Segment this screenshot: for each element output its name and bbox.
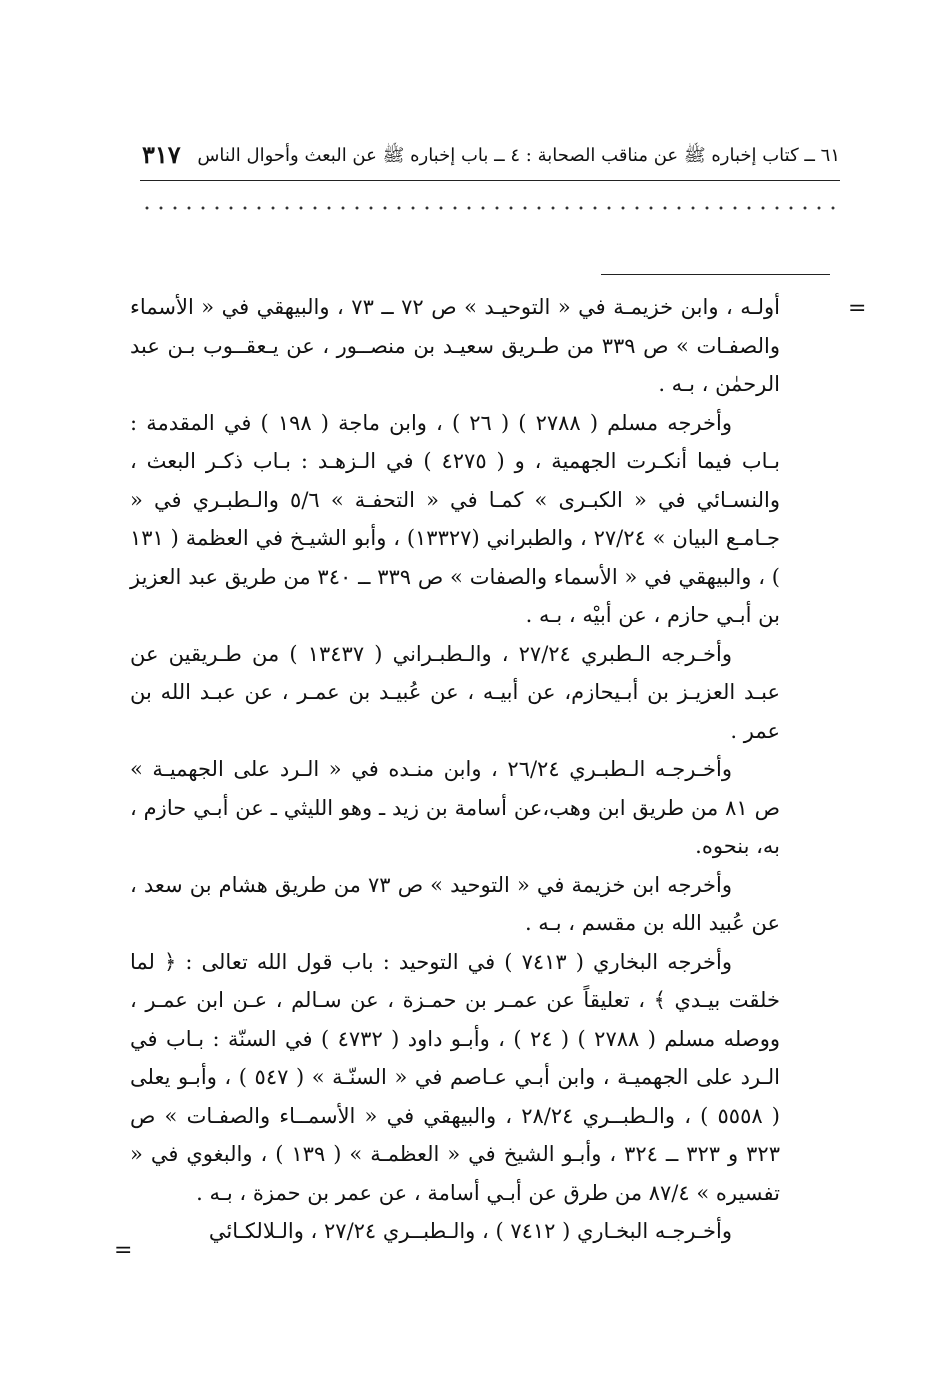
continuation-mark-top: = xyxy=(848,296,867,321)
running-header xyxy=(140,140,840,176)
footnote-paragraph: وأخرجه مسلم ( ٢٧٨٨ ) ( ٢٦ ) ، وابن ماجة ( ١٩٨ ) في المقدمة : بـاب فيما أنكـرت الجهمية ، و ( ٤٢٧٥ ) في الـزهـد : بـاب ذكـر البعث ، والنسـائي في « الكبـرى » كمـا في « التحفـة » ٥/٦ والـطبـري في « جـامـع البيان » ٢٧/٢٤ ، والطبراني (١٣٣٢٧) ، وأبو الشيـخ في العظمة ( ١٣١ ) ، والبيهقي في « الأسماء والصفات » ص ٣٣٩ ــ ٣٤٠ من طريق عبد العزيز بن أبـي حازم ، عن أبيْه ، بـه . xyxy=(130,410,781,627)
footnote-rule xyxy=(601,274,830,275)
page-number: ٣١٧ xyxy=(142,140,181,169)
running-header-title: ٦١ ــ كتاب إخباره ﷺ عن مناقب الصحابة : ٤ ــ باب إخباره ﷺ عن البعث وأحوال الناس xyxy=(197,145,840,166)
footnote-body xyxy=(130,288,780,1251)
continuation-mark-bottom: = xyxy=(114,1238,133,1263)
footnote-paragraph: وأخـرجـه الـطبـري ٢٦/٢٤ ، وابن منـده في « الـرد على الجهميـة » ص ٨١ من طريق ابن وهب،عن أسامة بن زيد ـ وهو الليثي ـ عن أبـي حازم ، به، بنحوه. xyxy=(130,757,780,858)
header-rule xyxy=(140,180,840,181)
dotted-separator xyxy=(140,202,840,214)
footnote-paragraph: أولـه ، وابن خزيمـة في « التوحيـد » ص ٧٢ ــ ٧٣ ، والبيهقي في « الأسماء والصفـات » ص ٣٣٩ من طـريق سعيـد بن منصــور ، عن يـعقــوب بـن عبد الرحمٰن ، بـه . xyxy=(130,295,781,396)
footnote-paragraph: وأخـرجه الـطبري ٢٧/٢٤ ، والـطبـراني ( ١٣٤٣٧ ) من طـريقين عن عبـد العزيـز بن أبـيحازم، عن أبيـه ، عن عُبيـد بن عمـر ، عن عبـد الله بن عمر . xyxy=(130,641,780,743)
footnote-paragraph: وأخـرجـه البخـاري ( ٧٤١٢ ) ، والـطبــري ٢٧/٢٤ ، والـلالكـائي xyxy=(208,1219,732,1243)
footnote-paragraph: وأخرجه البخاري ( ٧٤١٣ ) في التوحيد : باب قول الله تعالى : ﴿ لما خلقت بيـدي ﴾ ، تعليقاً عن عمـر بن حمـزة ، عن سـالم ، عـن ابن عمـر ، ووصله مسلم ( ٢٧٨٨ ) ( ٢٤ ) ، وأبـو داود ( ٤٧٣٢ ) في السنّة : بـاب في الـرد على الجهميـة ، وابن أبـي عـاصم في « السنّـة » ( ٥٤٧ ) ، وأبـو يعلى ( ٥٥٥٨ ) ، والـطبــري ٢٨/٢٤ ، والبيهقي في « الأسمــاء والصفـات » ص ٣٢٣ و ٣٢٣ ــ ٣٢٤ ، وأبـو الشيخ في « العظمـة » ( ١٣٩ ) ، والبغوي في « تفسيره » ٨٧/٤ من طرق عن أبـي أسامة ، عن عمر بن حمزة ، بـه . xyxy=(130,949,780,1205)
footnote-paragraph: وأخرجه ابن خزيمة في « التوحيد » ص ٧٣ من طريق هشام بن سعد ، عن عُبيد الله بن مقسم ، بـه . xyxy=(130,872,780,935)
